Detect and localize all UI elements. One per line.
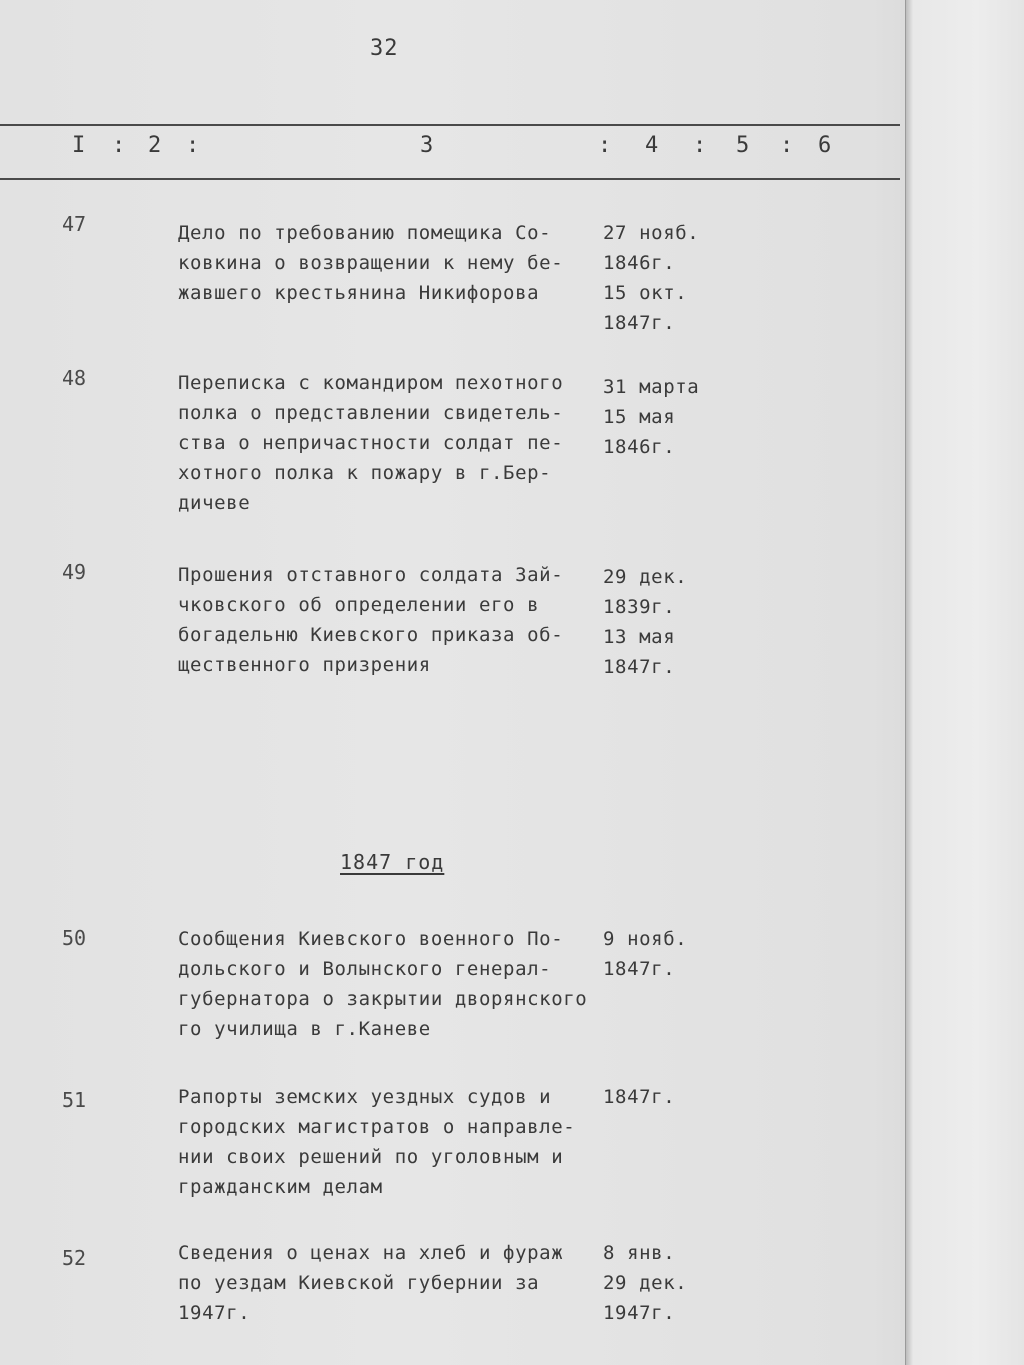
entry-number: 52 bbox=[62, 1246, 87, 1270]
date-line: 1846г. bbox=[603, 436, 676, 458]
entry-title: Дело по требованию помещика Со- ковкина о возвращении к нему бе- жавшего крестьянина Никифорова bbox=[178, 222, 564, 304]
entry-dates bbox=[603, 562, 733, 682]
entry-number: 49 bbox=[62, 560, 87, 584]
column-separator: : bbox=[112, 133, 126, 158]
page-edge bbox=[905, 0, 1024, 1365]
year-heading: 1847 год bbox=[340, 850, 445, 874]
entry-dates bbox=[603, 1082, 733, 1112]
column-separator: : bbox=[780, 133, 794, 158]
date-line: 1847г. bbox=[603, 656, 676, 678]
date-line: 1846г. bbox=[603, 252, 676, 274]
date-line: 1847г. bbox=[603, 1086, 676, 1108]
date-line: 27 нояб. bbox=[603, 222, 700, 244]
entry-dates bbox=[603, 1238, 733, 1328]
date-line: 8 янв. bbox=[603, 1242, 676, 1264]
column-header-4: 4 bbox=[645, 133, 659, 158]
column-header-3: 3 bbox=[420, 133, 434, 158]
entry-title: Сообщения Киевского военного По- дольского и Волынского генерал- губернатора о закрытии дворянского го училища в г.Каневе bbox=[178, 928, 588, 1040]
column-header-1: I bbox=[72, 133, 86, 158]
column-separator: : bbox=[693, 133, 707, 158]
header-rule-bottom bbox=[0, 178, 900, 180]
date-line: 1947г. bbox=[603, 1302, 676, 1324]
column-header-5: 5 bbox=[736, 133, 750, 158]
entry-dates bbox=[603, 924, 733, 984]
entry-dates bbox=[603, 218, 733, 338]
entry-title: Рапорты земских уездных судов и городских магистратов о направле- нии своих решений по уголовным и гражданским делам bbox=[178, 1086, 576, 1198]
entry-title: Переписка с командиром пехотного полка о представлении свидетель- ства о непричастности солдат пе- хотного полка к пожару в г.Бер- дичеве bbox=[178, 372, 564, 514]
entry-number: 51 bbox=[62, 1088, 87, 1112]
date-line: 15 мая bbox=[603, 406, 676, 428]
column-header-6: 6 bbox=[818, 133, 832, 158]
entry-number: 50 bbox=[62, 926, 87, 950]
entry-dates bbox=[603, 372, 733, 462]
date-line: 1847г. bbox=[603, 958, 676, 980]
date-line: 15 окт. bbox=[603, 282, 688, 304]
column-header-2: 2 bbox=[148, 133, 162, 158]
date-line: 9 нояб. bbox=[603, 928, 688, 950]
entry-title: Прошения отставного солдата Зай- чковского об определении его в богадельню Киевского приказа об- щественного призрения bbox=[178, 564, 564, 676]
date-line: 31 марта bbox=[603, 376, 700, 398]
entry-title: Сведения о ценах на хлеб и фураж по уездам Киевской губернии за 1947г. bbox=[178, 1242, 564, 1324]
column-separator: : bbox=[598, 133, 612, 158]
header-rule-top bbox=[0, 124, 900, 126]
page-number: 32 bbox=[370, 36, 399, 61]
column-separator: : bbox=[186, 133, 200, 158]
date-line: 29 дек. bbox=[603, 566, 688, 588]
date-line: 29 дек. bbox=[603, 1272, 688, 1294]
date-line: 1839г. bbox=[603, 596, 676, 618]
date-line: 1847г. bbox=[603, 312, 676, 334]
entry-number: 48 bbox=[62, 366, 87, 390]
entry-number: 47 bbox=[62, 212, 87, 236]
date-line: 13 мая bbox=[603, 626, 676, 648]
